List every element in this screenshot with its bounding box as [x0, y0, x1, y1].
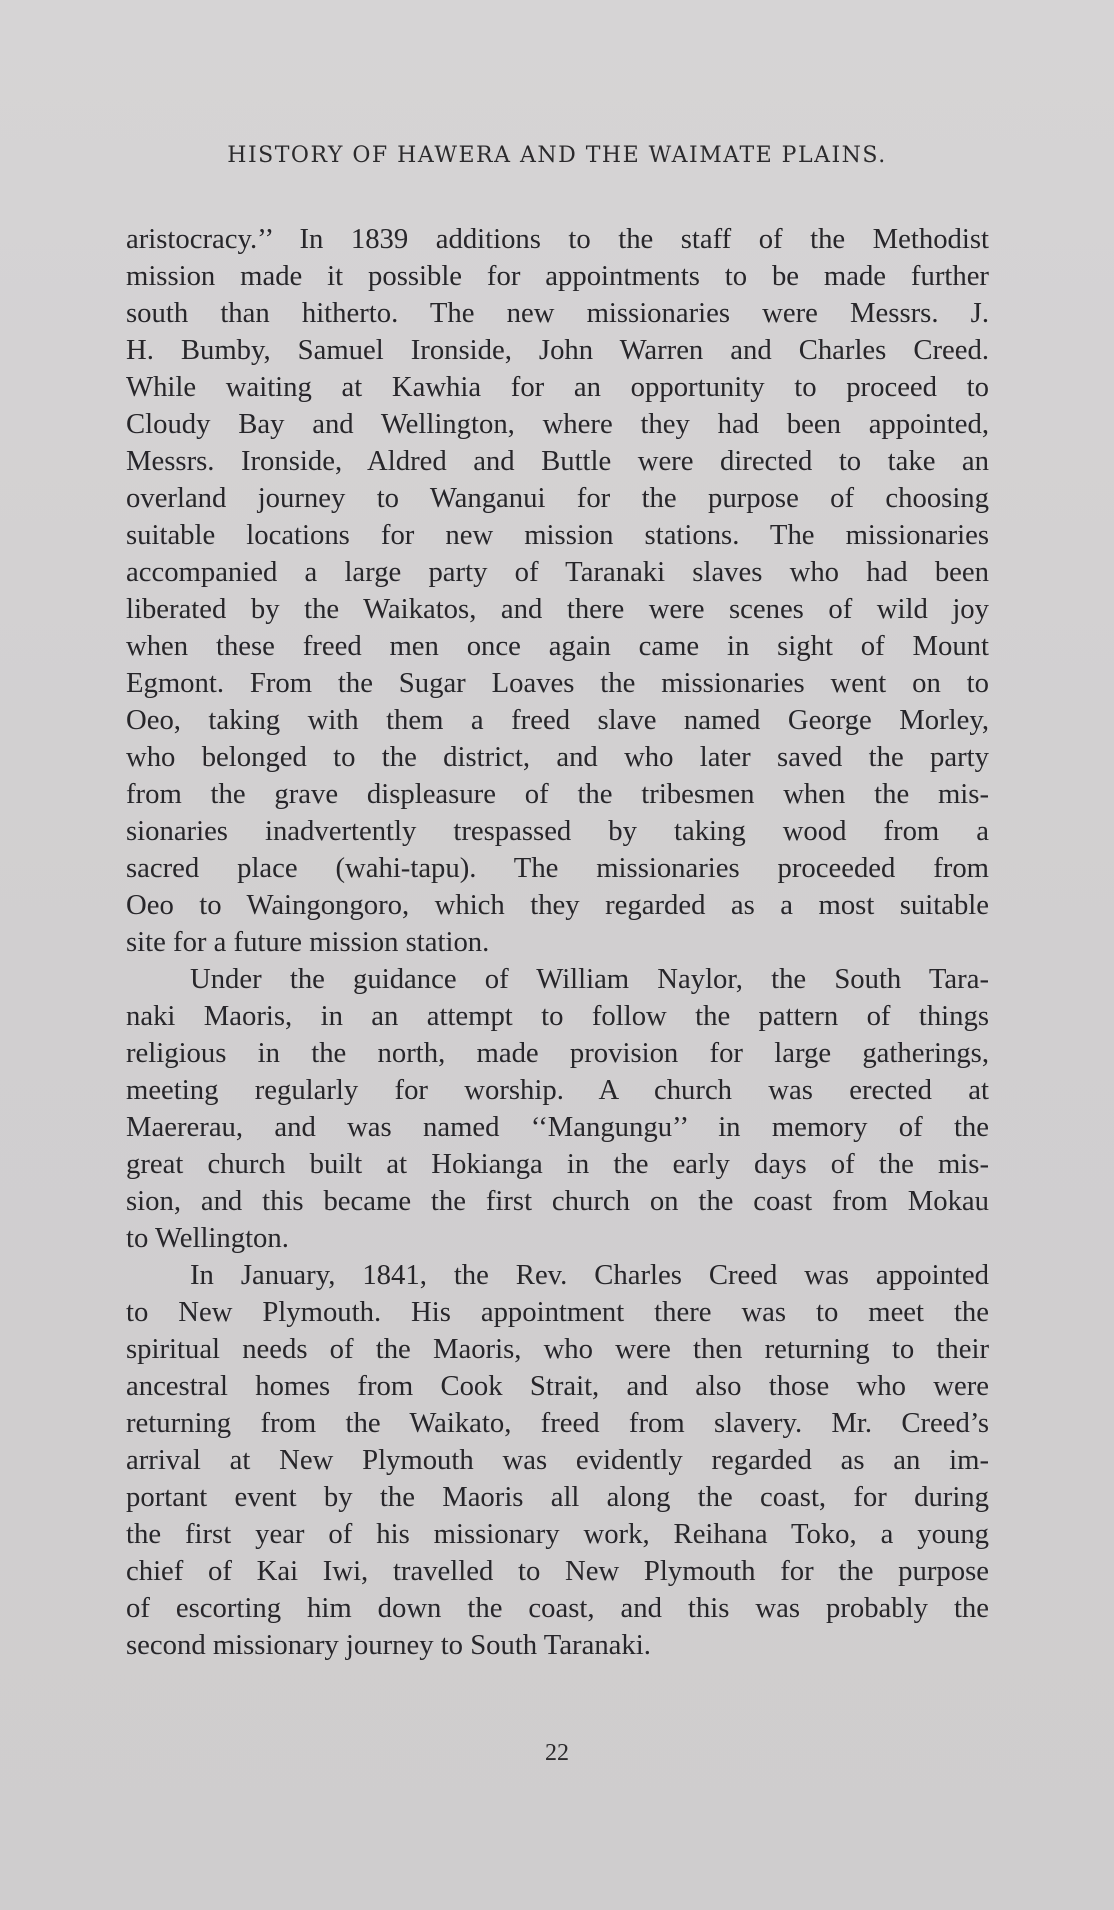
text-line: Cloudy Bay and Wellington, where they had been appointed, [126, 408, 989, 440]
text-line: great church built at Hokianga in the early days of the mis- [126, 1148, 989, 1180]
text-line: ancestral homes from Cook Strait, and also those who were [126, 1370, 989, 1402]
text-line: to Wellington. [126, 1222, 289, 1254]
text-line: Oeo to Waingongoro, which they regarded as a most suitable [126, 889, 989, 921]
running-head: HISTORY OF HAWERA AND THE WAIMATE PLAINS. [227, 143, 887, 168]
text-line: who belonged to the district, and who later saved the party [126, 741, 989, 773]
text-line: spiritual needs of the Maoris, who were then returning to their [126, 1333, 989, 1365]
text-line: sacred place (wahi-tapu). The missionaries proceeded from [126, 852, 989, 884]
text-line: Oeo, taking with them a freed slave named George Morley, [126, 704, 989, 736]
text-line: Messrs. Ironside, Aldred and Buttle were directed to take an [126, 445, 989, 477]
text-line: the first year of his missionary work, Reihana Toko, a young [126, 1518, 989, 1550]
paragraph [126, 1257, 989, 1664]
text-line: when these freed men once again came in sight of Mount [126, 630, 989, 662]
text-line: second missionary journey to South Taranaki. [126, 1629, 651, 1661]
text-line: returning from the Waikato, freed from slavery. Mr. Creed’s [126, 1407, 989, 1439]
text-line: In January, 1841, the Rev. Charles Creed was appointed [190, 1259, 989, 1291]
page-number: 22 [545, 1740, 569, 1766]
text-line: from the grave displeasure of the tribesmen when the mis- [126, 778, 989, 810]
text-line: of escorting him down the coast, and this was probably the [126, 1592, 989, 1624]
text-line: Egmont. From the Sugar Loaves the missionaries went on to [126, 667, 989, 699]
text-line: sionaries inadvertently trespassed by taking wood from a [126, 815, 989, 847]
text-line: arrival at New Plymouth was evidently regarded as an im- [126, 1444, 989, 1476]
text-line: meeting regularly for worship. A church was erected at [126, 1074, 989, 1106]
text-line: mission made it possible for appointments to be made further [126, 260, 989, 292]
text-line: naki Maoris, in an attempt to follow the pattern of things [126, 1000, 989, 1032]
paragraph [126, 961, 989, 1257]
body-text [126, 221, 989, 1664]
text-line: religious in the north, made provision for large gatherings, [126, 1037, 989, 1069]
text-line: portant event by the Maoris all along the coast, for during [126, 1481, 989, 1513]
paragraph [126, 221, 989, 961]
text-line: chief of Kai Iwi, travelled to New Plymouth for the purpose [126, 1555, 989, 1587]
text-line: accompanied a large party of Taranaki slaves who had been [126, 556, 989, 588]
text-line: Under the guidance of William Naylor, the South Tara- [190, 963, 989, 995]
text-line: site for a future mission station. [126, 926, 490, 958]
text-line: liberated by the Waikatos, and there were scenes of wild joy [126, 593, 989, 625]
text-line: south than hitherto. The new missionaries were Messrs. J. [126, 297, 989, 329]
text-line: to New Plymouth. His appointment there was to meet the [126, 1296, 989, 1328]
text-line: aristocracy.’’ In 1839 additions to the staff of the Methodist [126, 223, 989, 255]
text-line: While waiting at Kawhia for an opportunity to proceed to [126, 371, 989, 403]
text-line: overland journey to Wanganui for the purpose of choosing [126, 482, 989, 514]
text-line: sion, and this became the first church on the coast from Mokau [126, 1185, 989, 1217]
text-line: suitable locations for new mission stations. The missionaries [126, 519, 989, 551]
text-line: H. Bumby, Samuel Ironside, John Warren and Charles Creed. [126, 334, 989, 366]
text-line: Maererau, and was named ‘‘Mangungu’’ in memory of the [126, 1111, 989, 1143]
